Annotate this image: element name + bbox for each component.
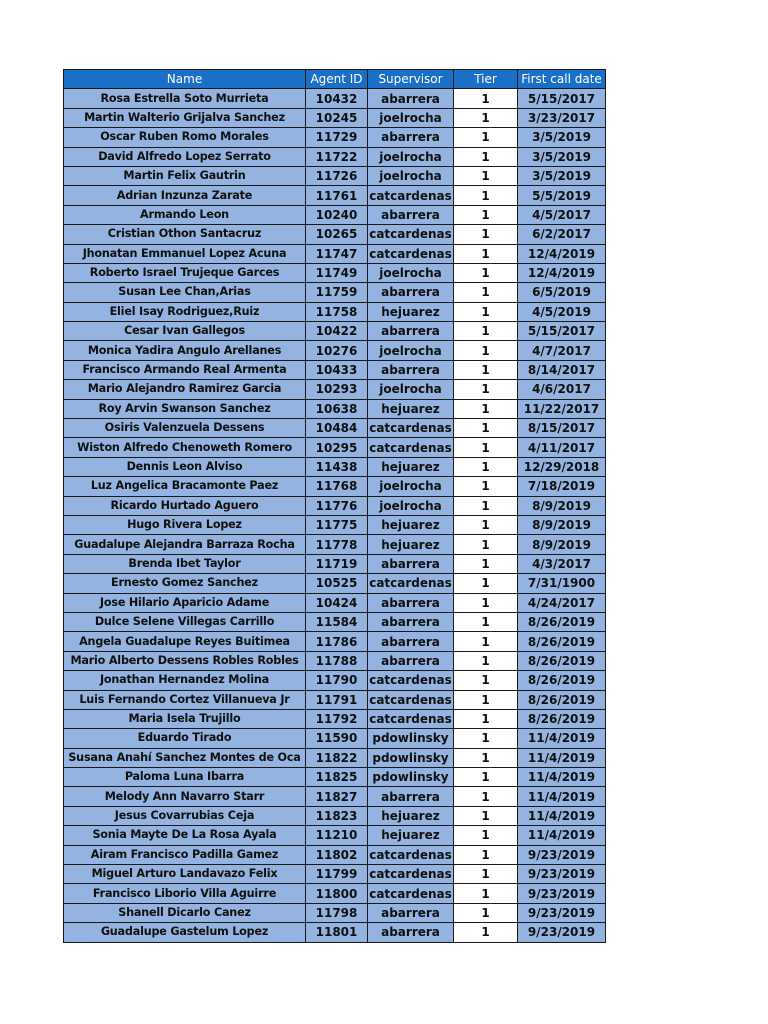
first-call-date-cell: 8/26/2019 (518, 651, 606, 670)
table-row (64, 671, 606, 690)
first-call-date-cell: 9/23/2019 (518, 884, 606, 903)
agent-id-cell: 11726 (306, 166, 368, 185)
name-cell: Jose Hilario Aparicio Adame (64, 593, 306, 612)
agent-id-cell: 11776 (306, 496, 368, 515)
table-row (64, 574, 606, 593)
first-call-date-cell: 3/5/2019 (518, 166, 606, 185)
agent-id-cell: 11719 (306, 554, 368, 573)
supervisor-cell: catcardenas (368, 884, 454, 903)
table-row (64, 477, 606, 496)
supervisor-cell: abarrera (368, 360, 454, 379)
supervisor-cell: abarrera (368, 923, 454, 942)
supervisor-cell: joelrocha (368, 380, 454, 399)
name-cell: Guadalupe Gastelum Lopez (64, 923, 306, 942)
supervisor-cell: hejuarez (368, 457, 454, 476)
supervisor-cell: abarrera (368, 205, 454, 224)
supervisor-cell: pdowlinsky (368, 768, 454, 787)
first-call-date-cell: 8/15/2017 (518, 419, 606, 438)
first-call-date-cell: 5/5/2019 (518, 186, 606, 205)
supervisor-cell: catcardenas (368, 574, 454, 593)
agent-id-cell: 11822 (306, 748, 368, 767)
agents-table (63, 69, 606, 943)
agent-id-cell: 10276 (306, 341, 368, 360)
agent-id-cell: 11791 (306, 690, 368, 709)
table-row (64, 341, 606, 360)
name-cell: Jhonatan Emmanuel Lopez Acuna (64, 244, 306, 263)
table-row (64, 903, 606, 922)
supervisor-cell: hejuarez (368, 826, 454, 845)
name-cell: Miguel Arturo Landavazo Felix (64, 865, 306, 884)
agent-id-cell: 11790 (306, 671, 368, 690)
name-cell: Shanell Dicarlo Canez (64, 903, 306, 922)
agent-id-cell: 11799 (306, 865, 368, 884)
table-row (64, 651, 606, 670)
name-cell: Rosa Estrella Soto Murrieta (64, 89, 306, 108)
name-cell: Hugo Rivera Lopez (64, 515, 306, 534)
agent-id-cell: 11800 (306, 884, 368, 903)
name-cell: Melody Ann Navarro Starr (64, 787, 306, 806)
supervisor-cell: abarrera (368, 903, 454, 922)
tier-cell: 1 (454, 399, 518, 418)
first-call-date-cell: 7/18/2019 (518, 477, 606, 496)
name-cell: Roberto Israel Trujeque Garces (64, 263, 306, 282)
tier-cell: 1 (454, 923, 518, 942)
supervisor-cell: abarrera (368, 632, 454, 651)
agent-id-cell: 11759 (306, 283, 368, 302)
agent-id-cell: 11823 (306, 806, 368, 825)
agent-id-cell: 11768 (306, 477, 368, 496)
table-row (64, 787, 606, 806)
supervisor-cell: abarrera (368, 787, 454, 806)
tier-cell: 1 (454, 787, 518, 806)
name-cell: David Alfredo Lopez Serrato (64, 147, 306, 166)
first-call-date-cell: 8/26/2019 (518, 632, 606, 651)
header-name: Name (64, 70, 306, 89)
tier-cell: 1 (454, 574, 518, 593)
agent-id-cell: 11722 (306, 147, 368, 166)
name-cell: Armando Leon (64, 205, 306, 224)
first-call-date-cell: 11/4/2019 (518, 748, 606, 767)
tier-cell: 1 (454, 729, 518, 748)
first-call-date-cell: 9/23/2019 (518, 845, 606, 864)
supervisor-cell: abarrera (368, 554, 454, 573)
name-cell: Cristian Othon Santacruz (64, 225, 306, 244)
supervisor-cell: abarrera (368, 283, 454, 302)
first-call-date-cell: 3/5/2019 (518, 147, 606, 166)
table-row (64, 108, 606, 127)
name-cell: Jonathan Hernandez Molina (64, 671, 306, 690)
supervisor-cell: hejuarez (368, 806, 454, 825)
agent-id-cell: 11801 (306, 923, 368, 942)
tier-cell: 1 (454, 496, 518, 515)
table-row (64, 419, 606, 438)
tier-cell: 1 (454, 263, 518, 282)
table-row (64, 748, 606, 767)
agent-id-cell: 11802 (306, 845, 368, 864)
first-call-date-cell: 4/6/2017 (518, 380, 606, 399)
table-row (64, 690, 606, 709)
supervisor-cell: joelrocha (368, 477, 454, 496)
name-cell: Mario Alberto Dessens Robles Robles (64, 651, 306, 670)
tier-cell: 1 (454, 806, 518, 825)
first-call-date-cell: 11/4/2019 (518, 768, 606, 787)
agent-id-cell: 11798 (306, 903, 368, 922)
first-call-date-cell: 5/15/2017 (518, 322, 606, 341)
agent-id-cell: 11438 (306, 457, 368, 476)
name-cell: Roy Arvin Swanson Sanchez (64, 399, 306, 418)
agent-id-cell: 10432 (306, 89, 368, 108)
agent-id-cell: 11761 (306, 186, 368, 205)
tier-cell: 1 (454, 147, 518, 166)
first-call-date-cell: 4/5/2017 (518, 205, 606, 224)
tier-cell: 1 (454, 651, 518, 670)
supervisor-cell: pdowlinsky (368, 729, 454, 748)
name-cell: Susan Lee Chan,Arias (64, 283, 306, 302)
supervisor-cell: catcardenas (368, 186, 454, 205)
name-cell: Maria Isela Trujillo (64, 709, 306, 728)
agent-id-cell: 11758 (306, 302, 368, 321)
first-call-date-cell: 11/4/2019 (518, 826, 606, 845)
name-cell: Luz Angelica Bracamonte Paez (64, 477, 306, 496)
table-row (64, 205, 606, 224)
supervisor-cell: joelrocha (368, 496, 454, 515)
tier-cell: 1 (454, 166, 518, 185)
tier-cell: 1 (454, 593, 518, 612)
first-call-date-cell: 3/23/2017 (518, 108, 606, 127)
name-cell: Eduardo Tirado (64, 729, 306, 748)
agent-id-cell: 11210 (306, 826, 368, 845)
first-call-date-cell: 5/15/2017 (518, 89, 606, 108)
agent-id-cell: 11788 (306, 651, 368, 670)
header-tier: Tier (454, 70, 518, 89)
first-call-date-cell: 8/26/2019 (518, 671, 606, 690)
table-row (64, 322, 606, 341)
supervisor-cell: joelrocha (368, 166, 454, 185)
tier-cell: 1 (454, 709, 518, 728)
tier-cell: 1 (454, 360, 518, 379)
supervisor-cell: abarrera (368, 89, 454, 108)
table-row (64, 457, 606, 476)
agent-id-cell: 11825 (306, 768, 368, 787)
name-cell: Eliel Isay Rodriguez,Ruiz (64, 302, 306, 321)
name-cell: Luis Fernando Cortez Villanueva Jr (64, 690, 306, 709)
table-row (64, 865, 606, 884)
supervisor-cell: catcardenas (368, 865, 454, 884)
agent-id-cell: 11786 (306, 632, 368, 651)
agent-id-cell: 10240 (306, 205, 368, 224)
tier-cell: 1 (454, 535, 518, 554)
supervisor-cell: joelrocha (368, 147, 454, 166)
header-row (64, 70, 606, 89)
name-cell: Sonia Mayte De La Rosa Ayala (64, 826, 306, 845)
table-row (64, 302, 606, 321)
agent-id-cell: 10245 (306, 108, 368, 127)
agent-id-cell: 11747 (306, 244, 368, 263)
table-row (64, 845, 606, 864)
agent-id-cell: 10424 (306, 593, 368, 612)
name-cell: Martin Walterio Grijalva Sanchez (64, 108, 306, 127)
supervisor-cell: joelrocha (368, 263, 454, 282)
supervisor-cell: catcardenas (368, 438, 454, 457)
first-call-date-cell: 7/31/1900 (518, 574, 606, 593)
tier-cell: 1 (454, 845, 518, 864)
supervisor-cell: catcardenas (368, 419, 454, 438)
tier-cell: 1 (454, 438, 518, 457)
table-row (64, 225, 606, 244)
first-call-date-cell: 11/4/2019 (518, 806, 606, 825)
table-row (64, 612, 606, 631)
header-agent-id: Agent ID (306, 70, 368, 89)
agent-id-cell: 10422 (306, 322, 368, 341)
agent-id-cell: 11775 (306, 515, 368, 534)
first-call-date-cell: 12/4/2019 (518, 263, 606, 282)
first-call-date-cell: 4/24/2017 (518, 593, 606, 612)
agent-id-cell: 11778 (306, 535, 368, 554)
tier-cell: 1 (454, 244, 518, 263)
table-row (64, 380, 606, 399)
first-call-date-cell: 9/23/2019 (518, 903, 606, 922)
table-row (64, 554, 606, 573)
name-cell: Monica Yadira Angulo Arellanes (64, 341, 306, 360)
first-call-date-cell: 12/29/2018 (518, 457, 606, 476)
table-row (64, 515, 606, 534)
supervisor-cell: joelrocha (368, 341, 454, 360)
name-cell: Francisco Armando Real Armenta (64, 360, 306, 379)
agent-id-cell: 11792 (306, 709, 368, 728)
table-row (64, 593, 606, 612)
agent-id-cell: 10525 (306, 574, 368, 593)
supervisor-cell: catcardenas (368, 690, 454, 709)
tier-cell: 1 (454, 283, 518, 302)
tier-cell: 1 (454, 884, 518, 903)
name-cell: Ernesto Gomez Sanchez (64, 574, 306, 593)
supervisor-cell: abarrera (368, 128, 454, 147)
table-row (64, 768, 606, 787)
agent-id-cell: 10433 (306, 360, 368, 379)
first-call-date-cell: 9/23/2019 (518, 865, 606, 884)
table-row (64, 186, 606, 205)
first-call-date-cell: 12/4/2019 (518, 244, 606, 263)
table-row (64, 806, 606, 825)
first-call-date-cell: 8/26/2019 (518, 709, 606, 728)
table-row (64, 438, 606, 457)
tier-cell: 1 (454, 186, 518, 205)
tier-cell: 1 (454, 419, 518, 438)
name-cell: Adrian Inzunza Zarate (64, 186, 306, 205)
agent-id-cell: 11749 (306, 263, 368, 282)
supervisor-cell: hejuarez (368, 302, 454, 321)
supervisor-cell: pdowlinsky (368, 748, 454, 767)
name-cell: Mario Alejandro Ramirez Garcia (64, 380, 306, 399)
table-row (64, 283, 606, 302)
first-call-date-cell: 11/22/2017 (518, 399, 606, 418)
supervisor-cell: catcardenas (368, 225, 454, 244)
tier-cell: 1 (454, 205, 518, 224)
table-row (64, 709, 606, 728)
supervisor-cell: joelrocha (368, 108, 454, 127)
table-row (64, 496, 606, 515)
supervisor-cell: catcardenas (368, 709, 454, 728)
tier-cell: 1 (454, 108, 518, 127)
supervisor-cell: abarrera (368, 651, 454, 670)
header-supervisor: Supervisor (368, 70, 454, 89)
tier-cell: 1 (454, 826, 518, 845)
table-row (64, 244, 606, 263)
name-cell: Dennis Leon Alviso (64, 457, 306, 476)
supervisor-cell: hejuarez (368, 515, 454, 534)
table-row (64, 729, 606, 748)
name-cell: Wiston Alfredo Chenoweth Romero (64, 438, 306, 457)
name-cell: Osiris Valenzuela Dessens (64, 419, 306, 438)
name-cell: Cesar Ivan Gallegos (64, 322, 306, 341)
tier-cell: 1 (454, 380, 518, 399)
first-call-date-cell: 6/2/2017 (518, 225, 606, 244)
name-cell: Martin Felix Gautrin (64, 166, 306, 185)
first-call-date-cell: 8/26/2019 (518, 612, 606, 631)
table-row (64, 884, 606, 903)
tier-cell: 1 (454, 515, 518, 534)
first-call-date-cell: 3/5/2019 (518, 128, 606, 147)
name-cell: Paloma Luna Ibarra (64, 768, 306, 787)
agent-id-cell: 10295 (306, 438, 368, 457)
tier-cell: 1 (454, 457, 518, 476)
first-call-date-cell: 8/9/2019 (518, 515, 606, 534)
agent-id-cell: 11590 (306, 729, 368, 748)
first-call-date-cell: 4/5/2019 (518, 302, 606, 321)
first-call-date-cell: 8/9/2019 (518, 496, 606, 515)
supervisor-cell: hejuarez (368, 535, 454, 554)
table-row (64, 166, 606, 185)
name-cell: Jesus Covarrubias Ceja (64, 806, 306, 825)
tier-cell: 1 (454, 690, 518, 709)
name-cell: Angela Guadalupe Reyes Buitimea (64, 632, 306, 651)
first-call-date-cell: 4/11/2017 (518, 438, 606, 457)
first-call-date-cell: 4/3/2017 (518, 554, 606, 573)
first-call-date-cell: 8/14/2017 (518, 360, 606, 379)
supervisor-cell: hejuarez (368, 399, 454, 418)
name-cell: Ricardo Hurtado Aguero (64, 496, 306, 515)
table-row (64, 826, 606, 845)
name-cell: Francisco Liborio Villa Aguirre (64, 884, 306, 903)
agent-id-cell: 11827 (306, 787, 368, 806)
supervisor-cell: abarrera (368, 612, 454, 631)
tier-cell: 1 (454, 225, 518, 244)
agent-id-cell: 11584 (306, 612, 368, 631)
tier-cell: 1 (454, 612, 518, 631)
tier-cell: 1 (454, 903, 518, 922)
tier-cell: 1 (454, 302, 518, 321)
table-row (64, 535, 606, 554)
table-row (64, 128, 606, 147)
name-cell: Oscar Ruben Romo Morales (64, 128, 306, 147)
first-call-date-cell: 8/26/2019 (518, 690, 606, 709)
first-call-date-cell: 9/23/2019 (518, 923, 606, 942)
first-call-date-cell: 4/7/2017 (518, 341, 606, 360)
table-row (64, 263, 606, 282)
name-cell: Susana Anahí Sanchez Montes de Oca (64, 748, 306, 767)
first-call-date-cell: 11/4/2019 (518, 729, 606, 748)
tier-cell: 1 (454, 865, 518, 884)
table-row (64, 923, 606, 942)
first-call-date-cell: 11/4/2019 (518, 787, 606, 806)
agent-id-cell: 11729 (306, 128, 368, 147)
table-row (64, 399, 606, 418)
table-row (64, 147, 606, 166)
supervisor-cell: catcardenas (368, 845, 454, 864)
tier-cell: 1 (454, 477, 518, 496)
agent-id-cell: 10293 (306, 380, 368, 399)
name-cell: Airam Francisco Padilla Gamez (64, 845, 306, 864)
tier-cell: 1 (454, 322, 518, 341)
name-cell: Guadalupe Alejandra Barraza Rocha (64, 535, 306, 554)
supervisor-cell: catcardenas (368, 244, 454, 263)
header-first-call-date: First call date (518, 70, 606, 89)
tier-cell: 1 (454, 128, 518, 147)
tier-cell: 1 (454, 554, 518, 573)
agent-id-cell: 10265 (306, 225, 368, 244)
supervisor-cell: abarrera (368, 593, 454, 612)
agent-id-cell: 10638 (306, 399, 368, 418)
tier-cell: 1 (454, 671, 518, 690)
table-row (64, 360, 606, 379)
tier-cell: 1 (454, 748, 518, 767)
tier-cell: 1 (454, 89, 518, 108)
tier-cell: 1 (454, 341, 518, 360)
name-cell: Brenda Ibet Taylor (64, 554, 306, 573)
supervisor-cell: catcardenas (368, 671, 454, 690)
tier-cell: 1 (454, 768, 518, 787)
name-cell: Dulce Selene Villegas Carrillo (64, 612, 306, 631)
first-call-date-cell: 6/5/2019 (518, 283, 606, 302)
tier-cell: 1 (454, 632, 518, 651)
agent-id-cell: 10484 (306, 419, 368, 438)
supervisor-cell: abarrera (368, 322, 454, 341)
first-call-date-cell: 8/9/2019 (518, 535, 606, 554)
table-row (64, 632, 606, 651)
table-row (64, 89, 606, 108)
